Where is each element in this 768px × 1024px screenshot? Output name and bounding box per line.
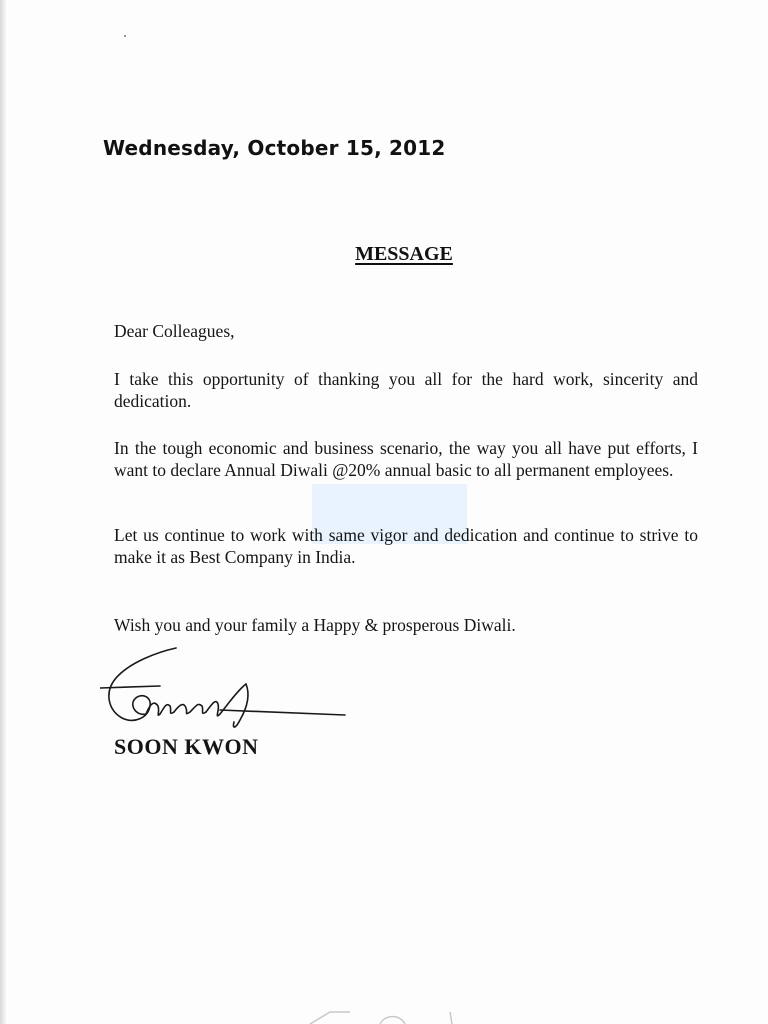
- signature-image: [100, 640, 350, 740]
- salutation: Dear Colleagues,: [114, 321, 235, 341]
- paragraph-thanks: I take this opportunity of thanking you all for the hard work, sincerity and dedication.: [114, 369, 698, 411]
- heading-text: MESSAGE: [355, 243, 453, 265]
- paragraph-continue: Let us continue to work with same vigor and dedication and continue to strive to make it as Best Company in India.: [114, 525, 698, 567]
- scan-speck: [124, 35, 126, 37]
- signatory-name: SOON KWON: [114, 734, 259, 759]
- paragraph-bonus: In the tough economic and business scenario, the way you all have put efforts, I want to declare Annual Diwali @20% annual basic to all permanent employees.: [114, 438, 698, 480]
- closing-wish: Wish you and your family a Happy & prosperous Diwali.: [114, 615, 516, 635]
- scan-edge: [0, 0, 6, 1024]
- scan-bottom-marks: [290, 1008, 490, 1024]
- letter-heading: [0, 243, 768, 266]
- letter-date: Wednesday, October 15, 2012: [103, 136, 446, 160]
